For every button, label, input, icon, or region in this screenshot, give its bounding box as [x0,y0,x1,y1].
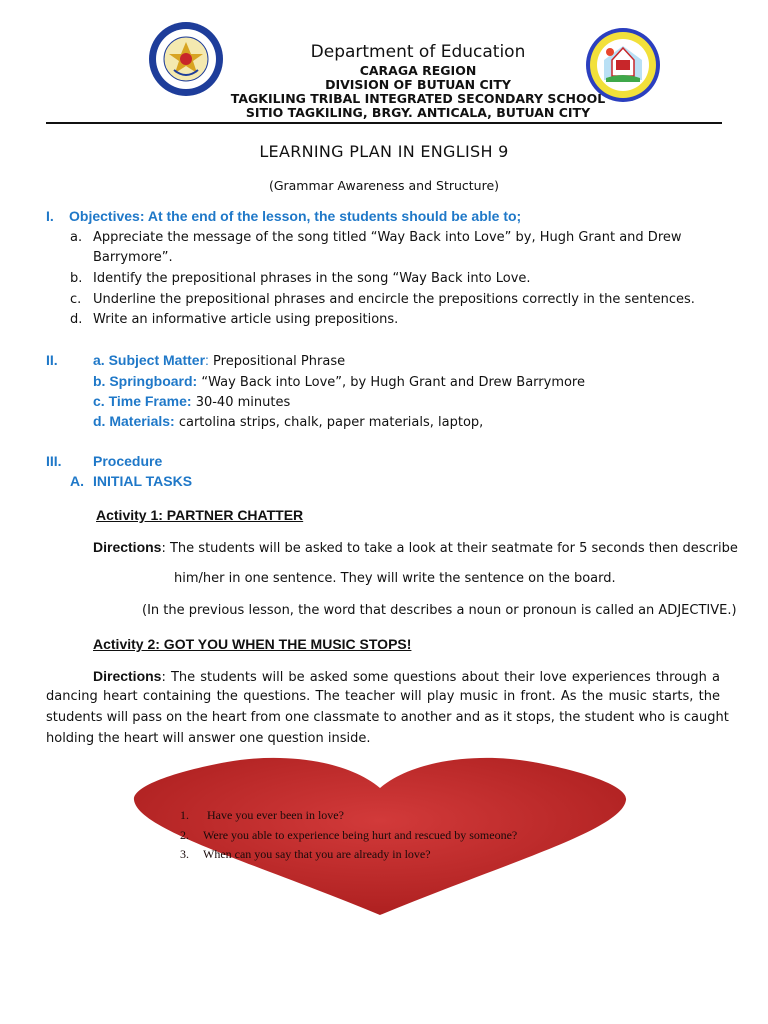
objective-text: Appreciate the message of the song titled “Way Back into Love” by, Hugh Grant and Drew [93,230,682,245]
row-value: Prepositional Phrase [208,354,346,369]
question-number: 3. [180,847,189,861]
row-label: d. Materials: [93,413,175,429]
activity-1-note: (In the previous lesson, the word that describes a noun or pronoun is called an ADJECTIVE.) [142,603,737,618]
question-text: Have you ever been in love? [207,808,344,822]
directions-label: Directions [93,668,162,684]
department-name: Department of Education [310,42,526,62]
subsection-heading: INITIAL TASKS [93,473,193,489]
question-number: 2. [180,828,189,842]
directions-label: Directions [93,539,162,555]
activity-1-directions [93,539,738,556]
section-number: I. [46,208,54,224]
question-text: When can you say that you are already in love? [203,847,431,861]
objective-letter: a. [70,230,83,245]
activity-1-title: Activity 1: PARTNER CHATTER [96,507,304,523]
row-value: “Way Back into Love”, by Hugh Grant and Drew Barrymore [197,375,585,390]
question-text: Were you able to experience being hurt and rescued by someone? [203,828,518,842]
section-heading: Objectives: At the end of the lesson, the students should be able to; [69,208,522,224]
objective-text: Identify the prepositional phrases in the song “Way Back into Love. [93,271,531,286]
section-heading: Procedure [93,453,163,469]
objective-text: Underline the prepositional phrases and encircle the prepositions correctly in the sentences. [93,292,695,307]
objective-letter: d. [70,312,83,327]
row-sep: : [205,352,209,368]
activity-2-directions-cont: holding the heart will answer one question inside. [46,731,371,746]
objective-letter: b. [70,271,83,286]
row-label: b. Springboard: [93,373,198,389]
objective-text: Write an informative article using prepositions. [93,312,399,327]
school-name: TAGKILING TRIBAL INTEGRATED SECONDARY SCHOOL [230,91,606,106]
time-frame-row [93,393,290,410]
school-address: SITIO TAGKILING, BRGY. ANTICALA, BUTUAN CITY [245,105,591,120]
activity-2-directions [93,668,720,685]
row-value: cartolina strips, chalk, paper materials, laptop, [174,415,484,430]
activity-2-directions-cont: dancing heart containing the questions. The teacher will play music in front. As the music starts, the [46,689,720,704]
materials-row [93,413,483,430]
section-number: III. [46,453,62,469]
subsection-letter: A. [70,473,84,489]
document-subtitle: (Grammar Awareness and Structure) [268,178,500,193]
region-name: CARAGA REGION [359,63,477,78]
objective-text-cont: Barrymore”. [93,250,173,265]
directions-text: : The students will be asked to take a look at their seatmate for 5 seconds then describe [161,541,738,556]
springboard-row [93,373,585,390]
division-name: DIVISION OF BUTUAN CITY [325,77,511,92]
document-title: LEARNING PLAN IN ENGLISH 9 [259,142,509,161]
question-heart [132,752,628,918]
row-label: c. Time Frame: [93,393,192,409]
activity-2-title: Activity 2: GOT YOU WHEN THE MUSIC STOPS! [93,636,412,652]
section-number: II. [46,352,58,368]
row-label: a. Subject Matter [93,352,206,368]
objective-letter: c. [70,292,82,307]
question-number: 1. [180,808,189,822]
activity-2-directions-cont: students will pass on the heart from one classmate to another and as it stops, the student who is caught [46,710,729,725]
directions-text: : The students will be asked some questions about their love experiences through a [161,670,720,685]
header-divider [46,122,722,124]
activity-1-directions-cont: him/her in one sentence. They will write the sentence on the board. [174,571,616,586]
subject-matter-row [93,352,345,369]
row-value: 30-40 minutes [191,395,291,410]
